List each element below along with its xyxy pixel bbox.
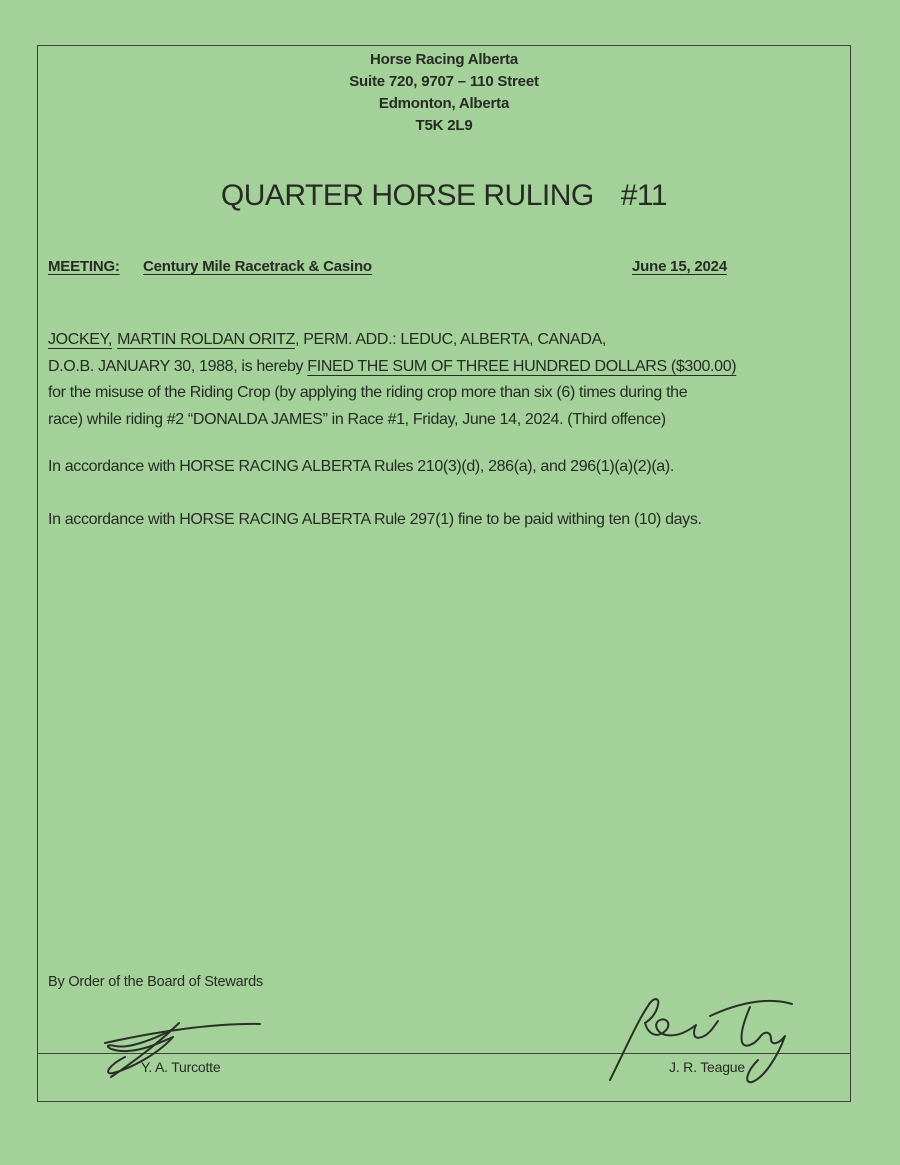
ruling-paragraph — [48, 327, 736, 433]
document-box — [37, 45, 851, 1102]
ruling-line-4: race) while riding #2 “DONALDA JAMES” in Race #1, Friday, June 14, 2024. (Third offence) — [48, 410, 666, 428]
ruling-line-1 — [48, 327, 736, 354]
letterhead — [38, 49, 850, 137]
turcotte-signature-icon — [95, 1015, 270, 1085]
ruling-line-3: for the misuse of the Riding Crop (by applying the riding crop more than six (6) times during the — [48, 384, 688, 402]
rules-citation-1: In accordance with HORSE RACING ALBERTA Rules 210(3)(d), 286(a), and 296(1)(a)(2)(a). — [48, 458, 674, 475]
rules-citation-2: In accordance with HORSE RACING ALBERTA Rule 297(1) fine to be paid withing ten (10) days. — [48, 511, 702, 528]
org-name: Horse Racing Alberta — [370, 51, 518, 68]
jockey-label: JOCKEY, — [48, 331, 112, 348]
ruling-title — [38, 179, 850, 213]
meeting-label: MEETING: — [48, 258, 120, 275]
by-order-text: By Order of the Board of Stewards — [48, 974, 264, 990]
ruling-title-text: QUARTER HORSE RULING — [220, 179, 594, 212]
meeting-venue: Century Mile Racetrack & Casino — [143, 258, 372, 275]
signer-name-left: Y. A. Turcotte — [141, 1059, 221, 1075]
jockey-name: MARTIN ROLDAN ORITZ — [117, 331, 296, 348]
org-postal: T5K 2L9 — [415, 117, 473, 134]
jockey-address: , PERM. ADD.: LEDUC, ALBERTA, CANADA, — [295, 331, 607, 348]
org-city: Edmonton, Alberta — [378, 95, 510, 112]
org-address: Suite 720, 9707 – 110 Street — [349, 73, 539, 90]
ruling-line-2 — [48, 354, 736, 381]
signer-name-right: J. R. Teague — [669, 1059, 745, 1075]
dob-text: D.O.B. JANUARY 30, 1988, is hereby — [48, 357, 308, 375]
fine-amount-text: FINED THE SUM OF THREE HUNDRED DOLLARS ($300.00) — [307, 357, 737, 375]
meeting-date: June 15, 2024 — [632, 258, 727, 275]
ruling-number: #11 — [620, 179, 668, 212]
teague-signature-icon — [598, 994, 798, 1086]
